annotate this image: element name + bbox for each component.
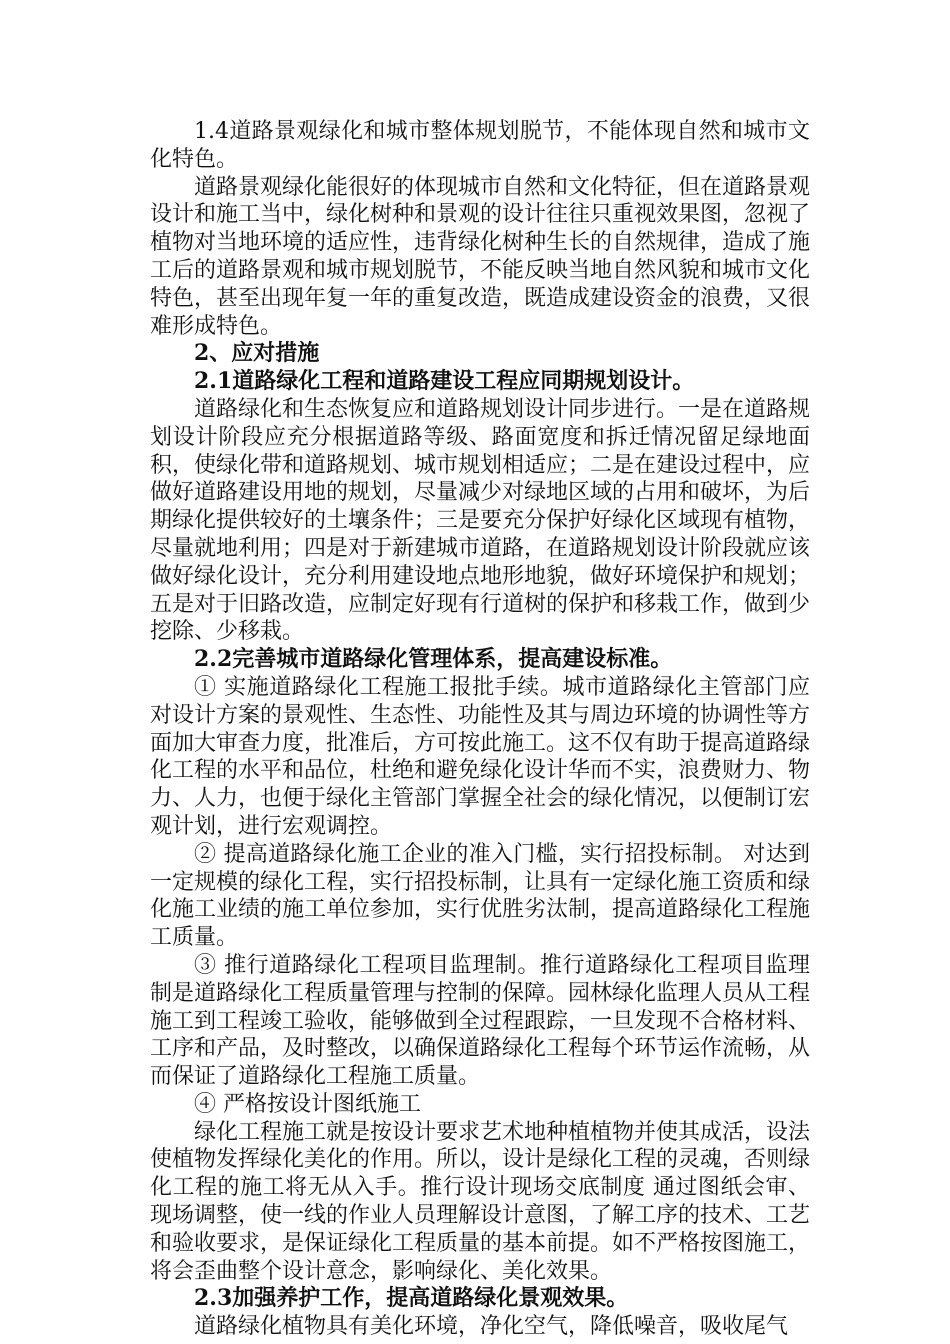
section-2-1-heading: 2.1道路绿化工程和道路建设工程应同期规划设计。: [194, 368, 695, 395]
section-2-3-body: 道路绿化植物具有美化环境，净化空气，降低噪音，吸收尾气: [194, 1314, 789, 1340]
section-2-heading: 2、应对措施: [194, 340, 320, 367]
section-2-3-heading: 2.3加强养护工作，提高道路绿化景观效果。: [194, 1285, 629, 1312]
document-body: [150, 118, 810, 1341]
item-4-heading: ④ 严格按设计图纸施工: [194, 1091, 421, 1117]
item-4-body: 绿化工程施工就是按设计要求艺术地种植植物并使其成活，设法使植物发挥绿化美化的作用。所以，设计是绿化工程的灵魂，否则绿化工程的施工将无从入手。推行设计现场交底制度 通过图纸会审、现场调整，使一线的作业人员理解设计意图，了解工序的技术、工艺和验收要求，是保证绿化工程质量的基本前提。如不严格按图施工，将会歪曲整个设计意念，影响绿化、美化效果。: [150, 1119, 811, 1284]
section-2-1-body: 道路绿化和生态恢复应和道路规划设计同步进行。一是在道路规划设计阶段应充分根据道路等级、路面宽度和拆迁情况留足绿地面积，使绿化带和道路规划、城市规划相适应；二是在建设过程中，应做好道路建设用地的规划，尽量减少对绿地区域的占用和破坏，为后期绿化提供较好的土壤条件；三是要充分保护好绿化区域现有植物，尽量就地利用；四是对于新建城市道路，在道路规划设计阶段就应该做好绿化设计，充分利用建设地点地形地貌，做好环境保护和规划；五是对于旧路改造，应制定好现有行道树的保护和移栽工作，做到少挖除、少移栽。: [150, 396, 811, 645]
item-2-body: ② 提高道路绿化施工企业的准入门槛，实行招投标制。 对达到一定规模的绿化工程，实行招投标制，让具有一定绿化施工资质和绿化施工业绩的施工单位参加，实行优胜劣汰制，提高道路绿化工程施工质量。: [150, 841, 811, 951]
item-3-body: ③ 推行道路绿化工程项目监理制。推行道路绿化工程项目监理制是道路绿化工程质量管理与控制的保障。园林绿化监理人员从工程施工到工程竣工验收，能够做到全过程跟踪，一旦发现不合格材料、工序和产品，及时整改，以确保道路绿化工程每个环节运作流畅，从而保证了道路绿化工程施工质量。: [150, 952, 811, 1090]
paragraph-1-4-body: 道路景观绿化能很好的体现城市自然和文化特征，但在道路景观设计和施工当中，绿化树种和景观的设计往往只重视效果图，忽视了植物对当地环境的适应性，违背绿化树种生长的自然规律，造成了施工后的道路景观和城市规划脱节，不能反映当地自然风貌和城市文化特色，甚至出现年复一年的重复改造，既造成建设资金的浪费，又很难形成特色。: [150, 174, 811, 339]
paragraph-1-4-heading: 1.4道路景观绿化和城市整体规划脱节，不能体现自然和城市文化特色。: [150, 119, 810, 172]
item-1-body: ① 实施道路绿化工程施工报批手续。城市道路绿化主管部门应对设计方案的景观性、生态性、功能性及其与周边环境的协调性等方面加大审查力度，批准后，方可按此施工。这不仅有助于提高道路绿化工程的水平和品位，杜绝和避免绿化设计华而不实，浪费财力、物力、人力，也便于绿化主管部门掌握全社会的绿化情况，以便制订宏观计划，进行宏观调控。: [150, 674, 811, 839]
section-2-2-heading: 2.2完善城市道路绿化管理体系，提高建设标准。: [194, 646, 673, 673]
